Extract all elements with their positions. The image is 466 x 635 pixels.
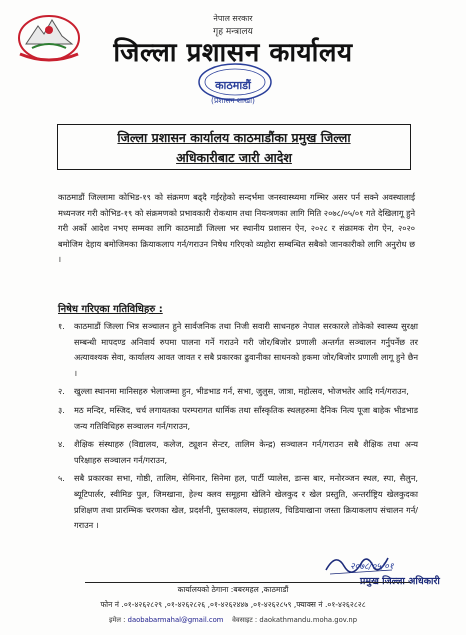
prohibited-activities-list: [58, 319, 418, 537]
list-item-text: सबै प्रकारका सभा, गोष्ठी, तालिम, सेमिनार, सिनेमा हल, पार्टी प्यालेस, डान्स बार, मनोरञ्जन स्थल, स्पा, सैलुन, ब्यूटिपार्लर, स्वीमिङ पुल, जिमखाना, हेल्थ क्लव समूहमा खेलिने खेलकुद र खेल प्रस्तुति, अन्तर्राष्ट्रिय खेलकुदका प्रशिक्षण तथा प्रारम्भिक चरणका खेल, प्रदर्शनी, पुस्तकालय, संग्रहालय, चिडियाखाना जस्ता क्रियाकलाप संचालन गर्न/गराउन ।: [74, 473, 418, 531]
ministry-line: गृह मन्त्रालय: [213, 27, 253, 37]
list-item: [58, 471, 418, 533]
email-link[interactable]: daobabarmahal@gmail.com: [127, 616, 224, 624]
signature-date: २०७८/०५/०१: [350, 562, 394, 572]
office-title: जिल्ला प्रशासन कार्यालय: [113, 38, 353, 68]
footer-contact: [0, 615, 466, 624]
list-item-text: खुल्ला स्थानमा मानिसहरु भेलाजम्मा हुन, भीडभाड गर्न, सभा, जुलुस, जात्रा, महोत्सव, भोजभतेर आदि गर्न/गराउन,: [74, 386, 409, 397]
order-heading-line2: अधिकारीबाट जारी आदेश: [176, 150, 292, 165]
list-item: [58, 403, 418, 434]
list-item: [58, 384, 418, 400]
website-link[interactable]: daokathmandu.moha.gov.np: [259, 616, 358, 624]
intro-paragraph: काठमाडौं जिल्लामा कोभिड-१९ को संक्रमण बढ्दै गईरहेको सन्दर्भमा जनस्वास्थ्यमा गम्भिर असर पर्न सक्ने अवस्थालाई मध्यनजर गरी कोभिड-१९ को संक्रमणको प्रभावकारी रोकथाम तथा नियन्त्रणका लागि मिति २०७८/०५/०१ गते देखिलागू हुने गरी अर्को आदेश नभए सम्मका लागि काठमाडौं जिल्ला भर स्थानीय प्रशासन ऐन, २०२८ र संक्रामक रोग ऐन, २०२० बमोजिम देहाय बमोजिमका क्रियाकलाप गर्न/गराउन निषेध गरिएको व्यहोरा सम्बन्धित सबैको जानकारीको लागि अनुरोध छ ।: [58, 192, 415, 265]
prohibited-activities-title: निषेध गरिएका गतिविधिहरु :: [58, 304, 163, 315]
list-item-text: मठ मन्दिर, मस्जिद, चर्च लगायतका परम्परागत धार्मिक तथा साँस्कृतिक स्थलहरुमा दैनिक नित्य पूजा बाहेक भीडभाड जन्य गतिविधिहरु सञ्चालन गर्न/गराउन,: [74, 404, 418, 431]
list-item-number: १.: [58, 321, 65, 331]
stamp-city: काठमाडौं: [215, 79, 251, 92]
list-item-number: ५.: [58, 473, 65, 484]
list-item-number: ३.: [58, 404, 65, 415]
order-heading-line1: जिल्ला प्रशासन कार्यालय काठमाडौंका प्रमुख जिल्ला: [117, 130, 351, 145]
website-label: वेवसाइट :: [232, 616, 258, 624]
signatory-title: प्रमुख जिल्ला अधिकारी: [360, 576, 440, 587]
order-heading-box: [57, 124, 411, 170]
list-item: [58, 319, 418, 381]
list-item: [58, 437, 418, 468]
footer-phones: फोन नं .०१-४२६२८२९ ,०१-४२६२८२६ ,०१-४२६२४४७ ,०१-४२६२८५९ ,फ्याक्स नं .०१-४२६२८२८: [100, 600, 366, 609]
footer-address: कार्यालयको ठेगाना :बबरमहल ,काठमाडौं: [177, 585, 289, 594]
list-item-text: शैक्षिक संस्थाहरु (विद्यालय, कलेज, ट्यूशन सेन्टर, तालिम केन्द्र) सञ्चालन गर्न/गराउन सबै शैक्षिक तथा अन्य परिक्षाहरु सञ्चालन गर्न/गराउन,: [74, 439, 418, 465]
government-line: नेपाल सरकार: [213, 14, 253, 23]
list-item-number: २.: [58, 386, 65, 397]
footer-divider: [85, 582, 411, 583]
email-label: इमेल :: [108, 616, 126, 624]
stamp-section: (प्रशासन शाखा): [211, 96, 255, 105]
list-item-text: काठमाडौं जिल्ला भित्र सञ्चालन हुने सार्वजनिक तथा निजी सवारी साधनहरु नेपाल सरकारले तोकेको स्वास्थ्य सुरक्षा सम्बन्धी मापदण्ड अनिवार्य रुपमा पालना गर्ने गराउने गरी जोर/बिजोर प्रणाली अन्तर्गत सञ्चालन गर्नुपर्नेछ तर अत्यावश्यक सेवा, कार्यालय आवत जावत र सबै प्रकारका ढुवानीका साधनको हकमा जोर/बिजोर प्रणाली लागू हुने छैन ।: [74, 321, 418, 378]
list-item-number: ४.: [58, 439, 65, 450]
